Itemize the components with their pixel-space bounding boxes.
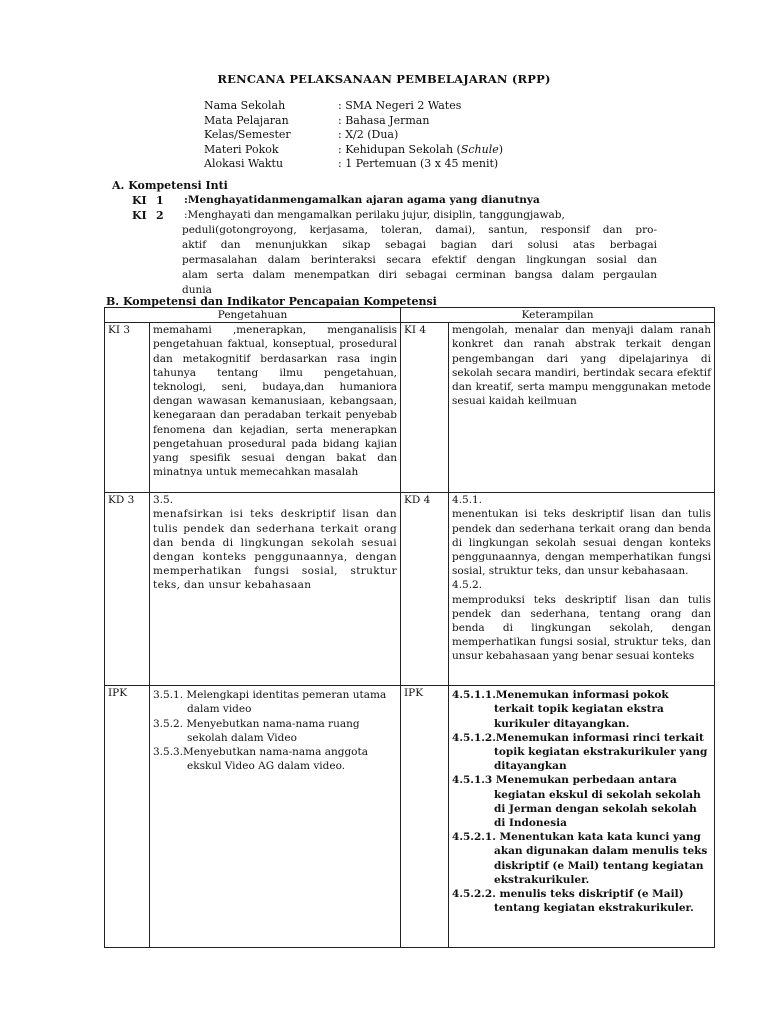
identity-value-close: ) (498, 142, 504, 156)
identity-label: Kelas/Semester (204, 128, 291, 142)
kd3-code: KD 3 (105, 493, 150, 686)
ki4-code: KI 4 (401, 323, 449, 493)
identity-value-main: : Kehidupan Sekolah ( (338, 142, 461, 156)
identity-row (204, 113, 503, 128)
ki1-number: 1 (156, 194, 164, 207)
ki1-code: KI (132, 194, 147, 207)
table-row-ki (105, 323, 715, 493)
ki1-text: :Menghayatidanmengamalkan ajaran agama yang dianutnya (184, 194, 540, 206)
ipk-right-item-text: 4.5.1.3 Menemukan perbedaan antara kegiatan ekskul di sekolah sekolah di Jerman dengan sekolah sekolah di Indonesia (452, 774, 701, 830)
ipk-right-item (452, 731, 711, 774)
kd4-code: KD 4 (401, 493, 449, 686)
ki2-code: KI (132, 209, 147, 222)
ipk-right-item-text: 4.5.1.2.Menemukan informasi rinci terkait topik kegiatan ekstrakurikuler yang ditayangkan (452, 731, 708, 773)
ipk-right-item-text: 4.5.2.1. Menentukan kata kata kunci yang akan digunakan dalam menulis teks diskriptif (e Mail) tentang kegiatan ekstrakurikuler. (452, 831, 708, 886)
identity-value: : X/2 (Dua) (338, 128, 399, 142)
identity-label: Nama Sekolah (204, 99, 286, 112)
identity-label: Alokasi Waktu (204, 157, 284, 171)
kd3-number: 3.5. (153, 494, 174, 507)
ki2-row (112, 208, 657, 223)
section-a-heading: A. Kompetensi Inti (112, 179, 228, 192)
ipk-left-item-text: 3.5.3.Menyebutkan nama-nama anggota ekskul Video AG dalam video. (153, 746, 368, 773)
ipk-right-item-text: 4.5.1.1.Menemukan informasi pokok terkait topik kegiatan ekstra kurikuler ditayangkan. (452, 689, 669, 730)
document-title: RENCANA PELAKSANAAN PEMBELAJARAN (RPP) (217, 72, 551, 86)
header-keterampilan: Keterampilan (401, 308, 715, 323)
ipk-right-item-text: 4.5.2.2. menulis teks diskriptif (e Mail) tentang kegiatan ekstrakurikuler. (452, 888, 694, 915)
ipk-left-item (153, 717, 397, 745)
ipk-left-item-text: 3.5.2. Menyebutkan nama-nama ruang sekolah dalam Video (153, 717, 360, 744)
identity-value: : Bahasa Jerman (338, 113, 430, 127)
ki3-text: memahami ,menerapkan, menganalisis pengetahuan faktual, konseptual, prosedural dan metakognitif berdasarkan rasa ingin tahunya tentang ilmu pengetahuan, teknologi, seni, budaya,dan humaniora dengan wawasan kemanusiaan, kebangsaan, kenegaraan dan peradaban terkait penyebab fenomena dan kejadian, serta menerapkan pengetahuan prosedural pada bidang kajian yang spesifik sesuai dengan bakat dan minatnya untuk memecahkan masalah (150, 323, 401, 493)
ki1-row (112, 193, 657, 208)
ki4-text: mengolah, menalar dan menyaji dalam ranah konkret dan ranah abstrak terkait dengan pengembangan dari yang dipelajarinya di sekolah secara mandiri, bertindak secara efektif dan kreatif, serta mampu menggunakan metode sesuai kaidah keilmuan (449, 323, 715, 493)
competency-table (104, 307, 715, 948)
kd4-cell (449, 493, 715, 686)
ipk-left-cell (150, 686, 401, 948)
kd4-2-text: memproduksi teks deskriptif lisan dan tulis pendek dan sederhana, tentang orang dan benda di lingkungan sekolah, dengan memperhatikan fungsi sosial, struktur teks, dan unsur kebahasaan yang benar sesuai konteks (452, 593, 712, 663)
ki3-code: KI 3 (105, 323, 150, 493)
ipk-right-item (452, 887, 711, 915)
kd4-1-number: 4.5.1. (452, 494, 483, 507)
kd3-text: menafsirkan isi teks deskriptif lisan dan tulis pendek dan sederhana terkait orang dan benda di lingkungan sekolah sesuai dengan konteks penggunaannya, dengan memperhatikan fungsi sosial, struktur teks, dan unsur kebahasaan (153, 508, 398, 592)
identity-value: : 1 Pertemuan (3 x 45 menit) (338, 157, 499, 171)
table-row-ipk (105, 686, 715, 948)
ki2-text-line: dunia (182, 284, 212, 296)
kd4-1-text: menentukan isi teks deskriptif lisan dan tulis pendek dan sederhana terkait orang dan benda di lingkungan sekolah sesuai dengan konteks penggunaannya, dengan memperhatikan fungsi sosial, struktur teks, dan unsur kebahasaan. (452, 508, 712, 578)
identity-label: Materi Pokok (204, 142, 279, 156)
kd3-cell (150, 493, 401, 686)
identity-row (204, 156, 503, 171)
identity-value (338, 142, 503, 157)
identity-value-italic: Schule (460, 142, 499, 156)
section-b-heading: B. Kompetensi dan Indikator Pencapaian Kompetensi (106, 295, 437, 308)
section-a (112, 178, 657, 298)
ipk-right-cell (449, 686, 715, 948)
identity-block (204, 98, 503, 171)
ipk-left-item-text: 3.5.1. Melengkapi identitas pemeran utama dalam video (153, 689, 387, 716)
identity-row (204, 98, 503, 113)
ki2-number: 2 (156, 209, 164, 222)
ki2-text-line: alam serta dalam menempatkan diri sebagai cerminan bangsa dalam pergaulan (182, 269, 657, 281)
header-pengetahuan: Pengetahuan (105, 308, 401, 323)
ipk-right-item (452, 688, 711, 731)
identity-value: : SMA Negeri 2 Wates (338, 99, 462, 112)
ipk-right-item (452, 773, 711, 830)
ipk-left-item (153, 745, 397, 773)
identity-label: Mata Pelajaran (204, 113, 289, 127)
table-header-row (105, 308, 715, 323)
ki2-text-line1 (184, 208, 657, 223)
kd4-2-number: 4.5.2. (452, 579, 483, 592)
ki2-text-line: aktif dan menunjukkan sikap sebagai bagian dari solusi atas berbagai (182, 239, 657, 251)
ipk-left-code: IPK (105, 686, 150, 948)
ki2-text-line: permasalahan dalam berinteraksi secara efektif dengan lingkungan sosial dan (182, 254, 657, 266)
ki2-text-line: peduli(gotongroyong, kerjasama, toleran, damai), santun, responsif dan pro- (182, 224, 657, 236)
identity-row (204, 127, 503, 142)
ki2-text-first-line: :Menghayati dan mengamalkan perilaku jujur, disiplin, tanggungjawab, (184, 209, 565, 221)
table-row-kd (105, 493, 715, 686)
identity-row (204, 142, 503, 157)
ipk-right-code: IPK (401, 686, 449, 948)
ipk-left-item (153, 688, 397, 716)
ipk-right-item (452, 830, 711, 887)
